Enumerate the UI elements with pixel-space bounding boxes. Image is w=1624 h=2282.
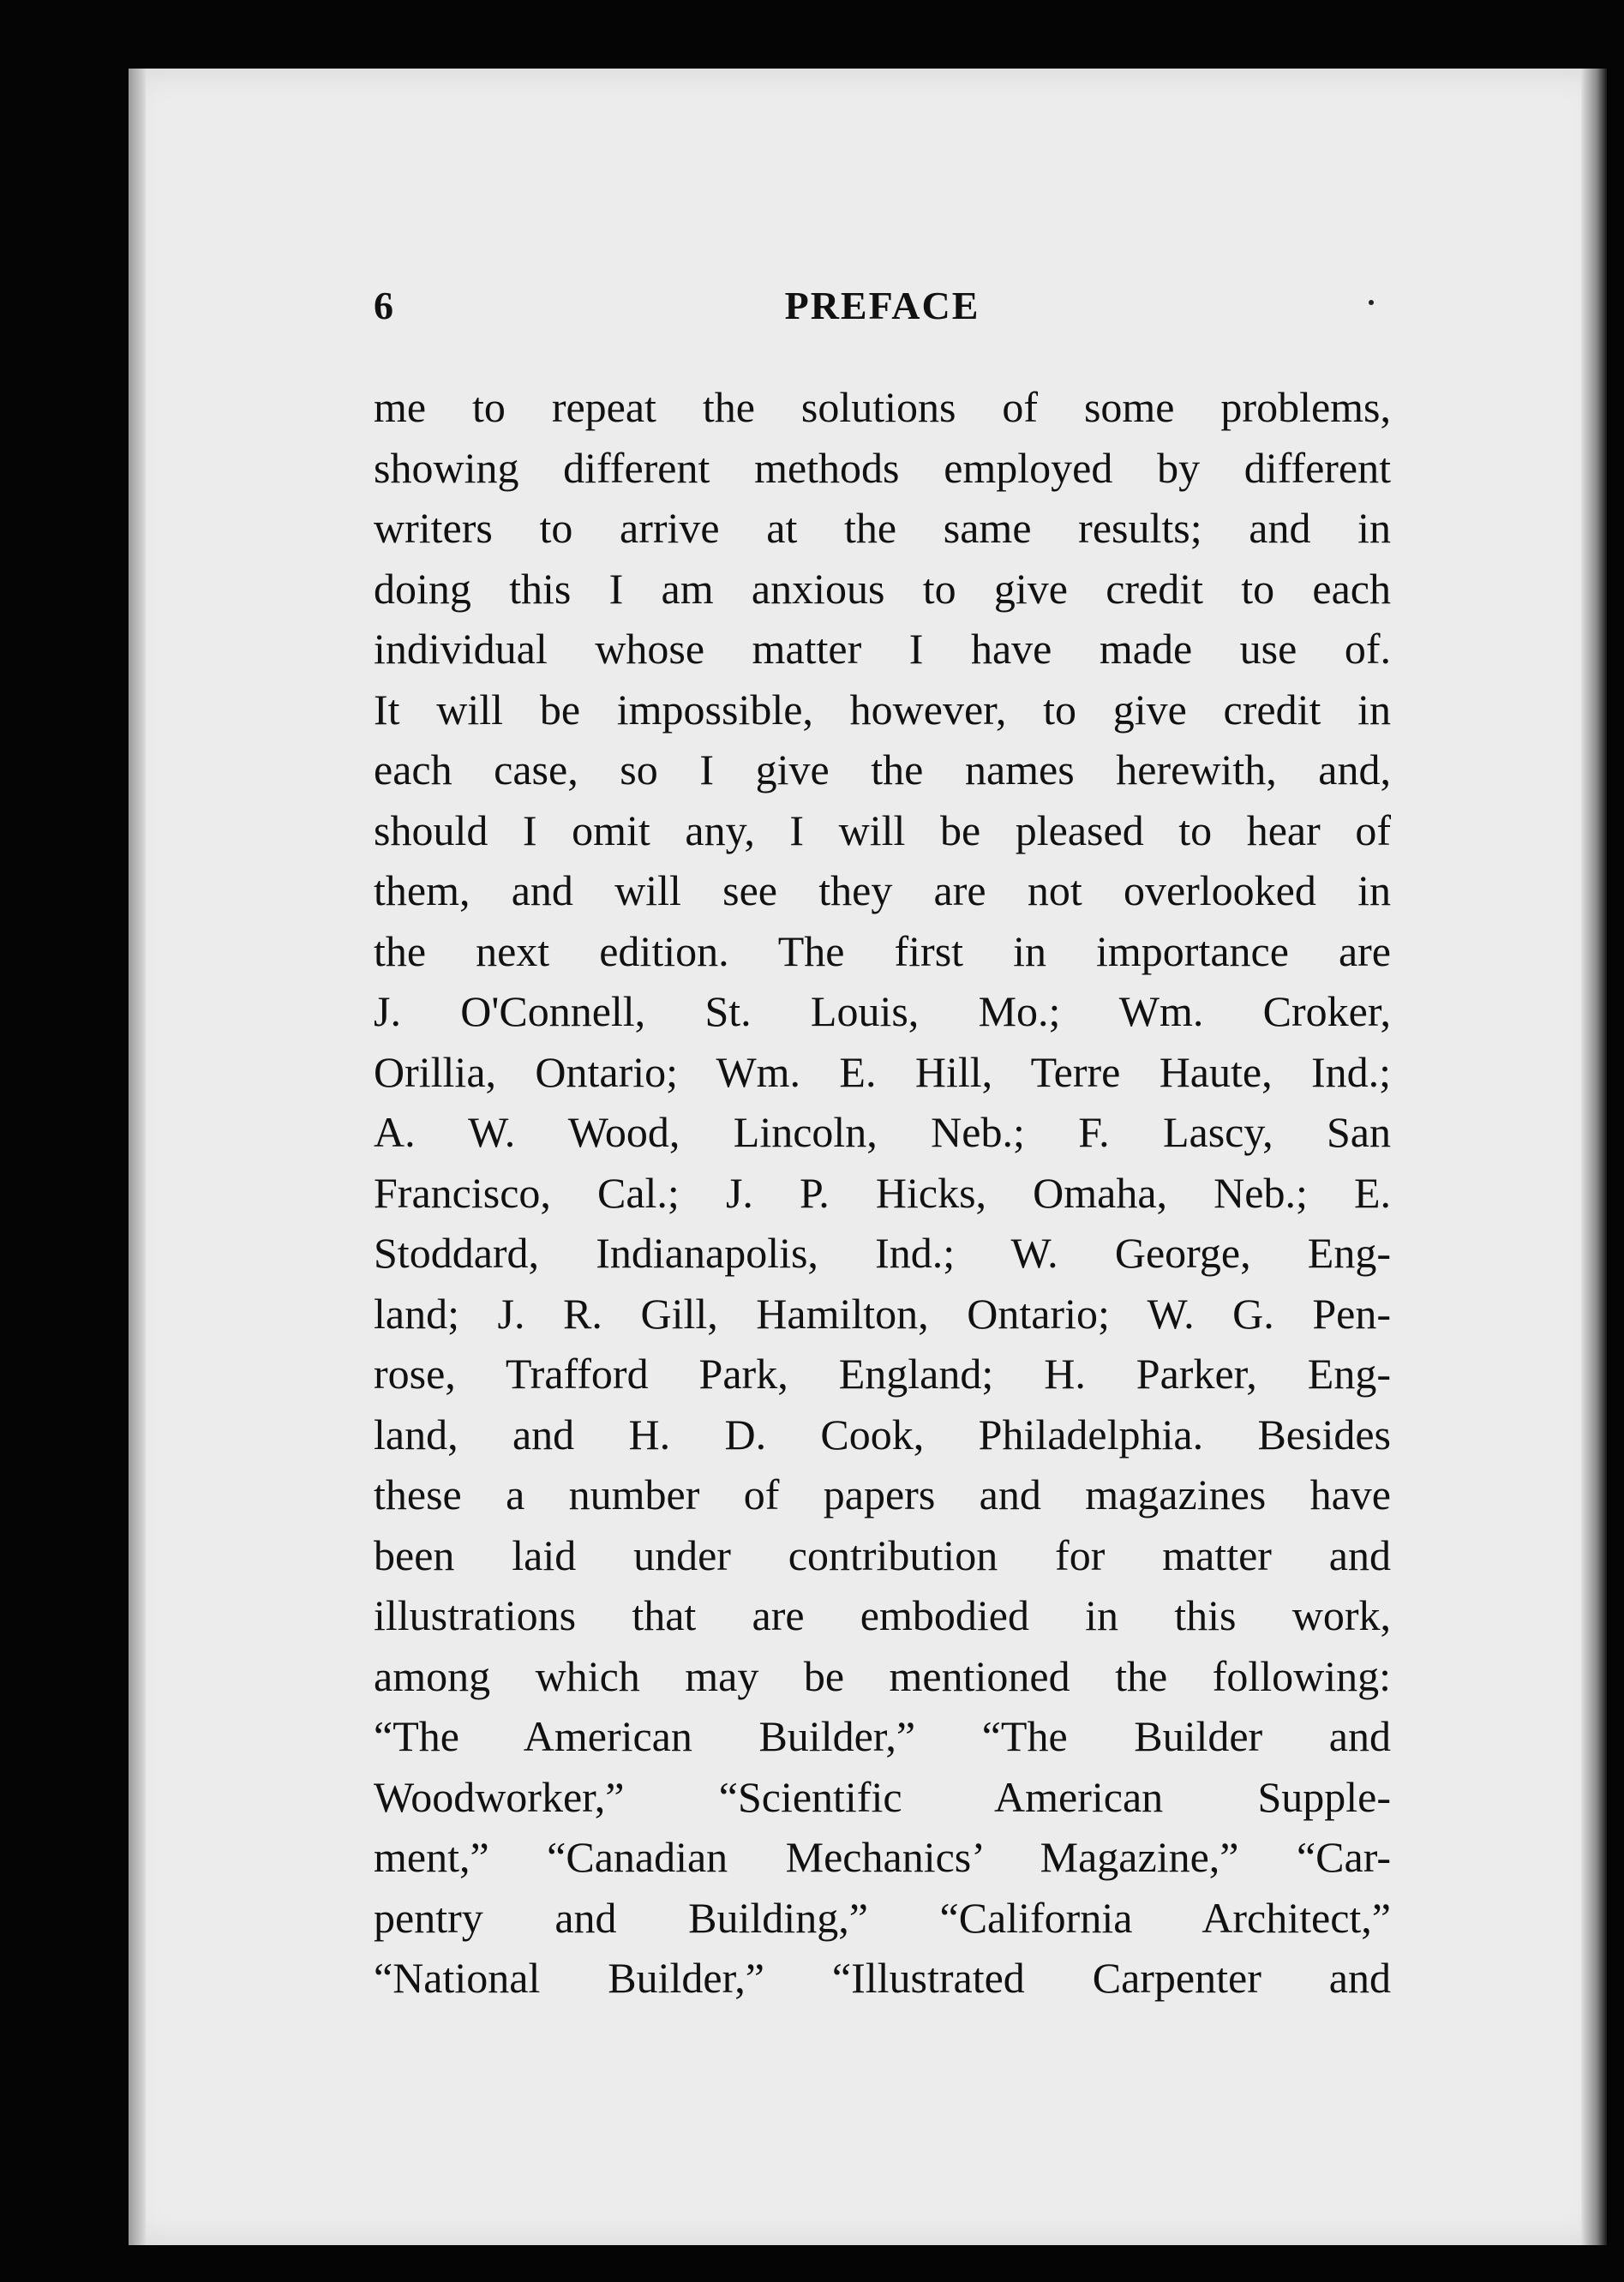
running-head: PREFACE (784, 284, 980, 327)
text-line: doing this I am anxious to give credit to each (374, 564, 1391, 613)
text-line: them, and will see they are not overlooked in (374, 866, 1391, 914)
text-line: “The American Builder,” “The Builder and (374, 1712, 1391, 1760)
ink-speck (1369, 300, 1374, 305)
text-line: been laid under contribution for matter and (374, 1530, 1391, 1579)
text-line: rose, Trafford Park, England; H. Parker, Eng- (374, 1350, 1391, 1398)
text-line: Woodworker,” “Scientific American Supple- (374, 1772, 1391, 1821)
text-line: should I omit any, I will be pleased to hear of (374, 806, 1391, 854)
text-line: It will be impossible, however, to give credit in (374, 685, 1391, 734)
preface-body-text (374, 377, 1391, 2009)
text-line: these a number of papers and magazines have (374, 1470, 1391, 1518)
text-line: “National Builder,” “Illustrated Carpenter and (374, 1954, 1391, 2002)
text-line: showing different methods employed by different (374, 443, 1391, 492)
text-line: J. O'Connell, St. Louis, Mo.; Wm. Croker, (374, 987, 1391, 1035)
text-line: individual whose matter I have made use of. (374, 625, 1391, 673)
page-right-edge (1581, 69, 1607, 2245)
text-line: among which may be mentioned the following: (374, 1651, 1391, 1700)
text-line: Orillia, Ontario; Wm. E. Hill, Terre Haute, Ind.; (374, 1047, 1391, 1096)
page-header (374, 283, 1391, 343)
text-line: each case, so I give the names herewith, and, (374, 746, 1391, 794)
text-line: land, and H. D. Cook, Philadelphia. Besides (374, 1410, 1391, 1458)
text-line: illustrations that are embodied in this work, (374, 1591, 1391, 1639)
text-line: me to repeat the solutions of some problems, (374, 383, 1391, 431)
page-number: 6 (374, 284, 395, 327)
text-line: land; J. R. Gill, Hamilton, Ontario; W. G. Pen- (374, 1289, 1391, 1338)
text-line: A. W. Wood, Lincoln, Neb.; F. Lascy, San (374, 1108, 1391, 1156)
text-line: writers to arrive at the same results; and in (374, 504, 1391, 552)
text-line: the next edition. The first in importance are (374, 926, 1391, 975)
text-line: Stoddard, Indianapolis, Ind.; W. George, Eng- (374, 1229, 1391, 1277)
text-line: ment,” “Canadian Mechanics’ Magazine,” “Car- (374, 1833, 1391, 1881)
text-line: Francisco, Cal.; J. P. Hicks, Omaha, Neb.; E. (374, 1168, 1391, 1217)
page-left-edge (129, 69, 146, 2245)
text-line: pentry and Building,” “California Architect,” (374, 1893, 1391, 1942)
